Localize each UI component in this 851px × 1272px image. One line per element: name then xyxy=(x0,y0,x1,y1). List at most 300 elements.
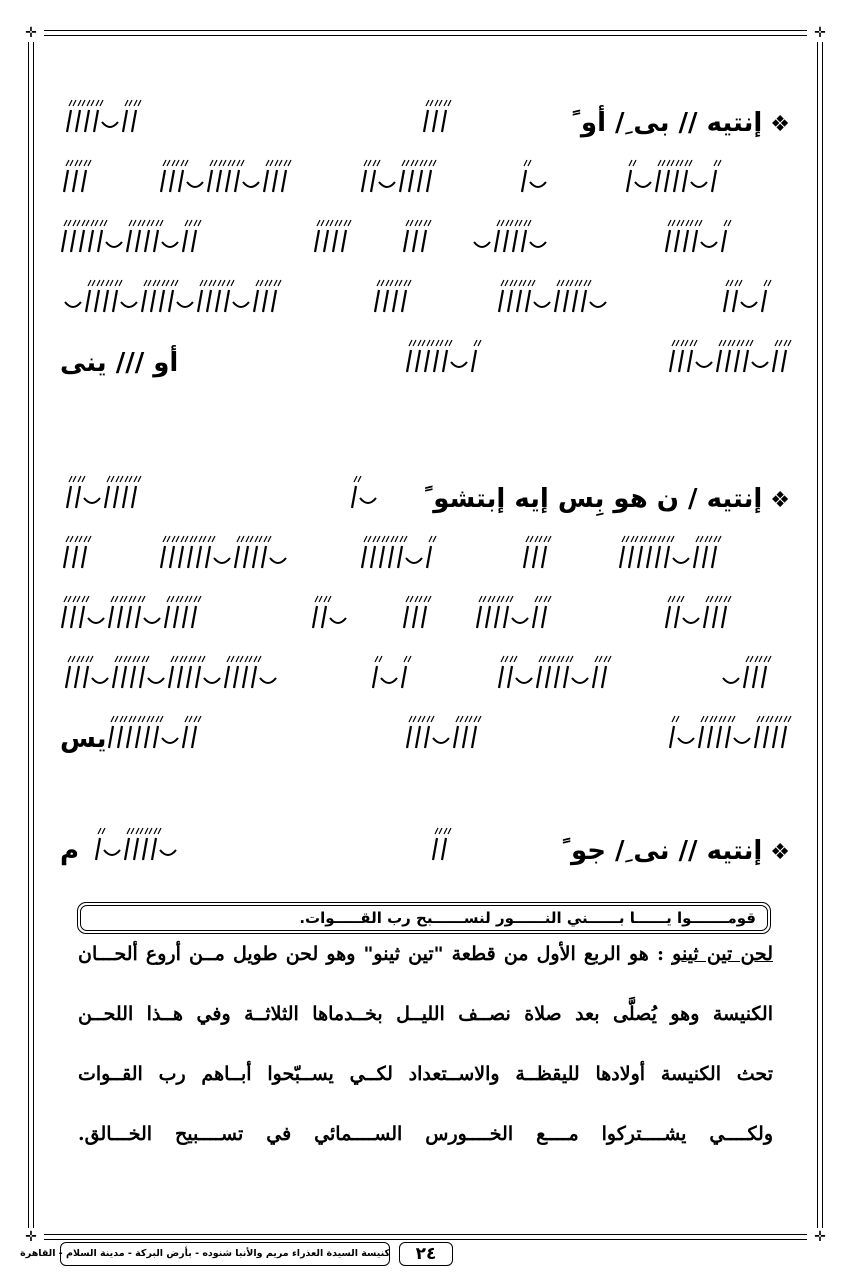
corner-icon: ✛ xyxy=(814,1229,826,1245)
melisma-group xyxy=(310,584,350,632)
melisma-stroke xyxy=(409,170,413,192)
melisma-accent xyxy=(274,280,281,286)
melisma-accent xyxy=(171,656,178,662)
melisma-group xyxy=(355,524,435,572)
melisma-stroke xyxy=(179,170,183,192)
melisma-stroke xyxy=(407,350,411,372)
verse-line-tail: أو /// ينى xyxy=(60,348,179,378)
melisma-accent xyxy=(129,596,136,602)
melisma-accent xyxy=(172,536,179,542)
melisma-swoosh xyxy=(360,498,376,503)
melisma-accent xyxy=(377,280,384,286)
melisma-stroke xyxy=(118,726,122,748)
melisma-group xyxy=(670,328,790,376)
melisma-accent xyxy=(69,100,76,106)
melisma-stroke xyxy=(127,726,131,748)
melisma-stroke xyxy=(735,350,739,372)
melisma-accent xyxy=(706,596,713,602)
verse-3-line-1 xyxy=(60,810,790,870)
melisma-stroke xyxy=(76,486,80,508)
melisma-accent xyxy=(163,160,170,166)
verse-line-tail: يس xyxy=(60,724,107,754)
melisma-accent xyxy=(535,536,542,542)
melisma-accent xyxy=(506,220,513,226)
melisma-accent xyxy=(120,716,127,722)
melisma-accent xyxy=(658,160,665,166)
melisma-stroke xyxy=(425,726,429,748)
melisma-group xyxy=(670,704,790,752)
melisma-stroke xyxy=(192,726,196,748)
melisma-stroke xyxy=(127,606,131,628)
melisma-stroke xyxy=(762,666,766,688)
melisma-accent xyxy=(382,536,389,542)
melisma-swoosh xyxy=(534,302,550,307)
melisma-accent xyxy=(435,100,442,106)
melisma-stroke xyxy=(472,726,476,748)
melisma-group xyxy=(400,584,430,632)
melisma-accent xyxy=(100,220,107,226)
melisma-stroke xyxy=(152,838,156,860)
melisma-stroke xyxy=(675,606,679,628)
melisma-stroke xyxy=(76,110,80,132)
melisma-stroke xyxy=(225,666,229,688)
melisma-stroke xyxy=(131,666,135,688)
melisma-stroke xyxy=(670,726,674,748)
melisma-stroke xyxy=(145,230,149,252)
melisma-stroke xyxy=(418,170,422,192)
melisma-accent xyxy=(167,596,174,602)
melisma-swoosh xyxy=(683,618,699,623)
melisma-accent xyxy=(735,280,742,286)
melisma-stroke xyxy=(712,170,716,192)
verse-heading: ❖إنتيه / ن هو بِس إيه إبتشو ً xyxy=(424,484,790,514)
melisma-swoosh xyxy=(84,498,100,503)
melisma-accent xyxy=(395,280,402,286)
melisma-swoosh xyxy=(572,678,588,683)
melisma-accent xyxy=(138,716,145,722)
melisma-stroke xyxy=(433,838,437,860)
melisma-accent xyxy=(519,280,526,286)
melisma-accent xyxy=(676,160,683,166)
melisma-accent xyxy=(189,656,196,662)
melisma-stroke xyxy=(629,546,633,568)
melisma-stroke xyxy=(174,606,178,628)
melisma-stroke xyxy=(424,110,428,132)
melisma-accent xyxy=(595,656,602,662)
melisma-accent xyxy=(418,340,425,346)
melisma-accent xyxy=(134,476,141,482)
melisma-stroke xyxy=(564,290,568,312)
melisma-stroke xyxy=(132,110,136,132)
melisma-stroke xyxy=(170,546,174,568)
melisma-stroke xyxy=(384,290,388,312)
melisma-stroke xyxy=(713,606,717,628)
melisma-accent xyxy=(73,220,80,226)
melisma-group xyxy=(60,268,280,316)
melisma-accent xyxy=(194,220,201,226)
melisma-accent xyxy=(427,716,434,722)
melisma-accent xyxy=(566,280,573,286)
melisma-stroke xyxy=(744,350,748,372)
frame-top-border xyxy=(44,30,807,36)
melisma-stroke xyxy=(472,350,476,372)
melisma-stroke xyxy=(413,606,417,628)
corner-icon: ✛ xyxy=(25,25,37,41)
melisma-group xyxy=(620,524,720,572)
melisma-accent xyxy=(681,340,688,346)
melisma-stroke xyxy=(602,666,606,688)
melisma-stroke xyxy=(178,666,182,688)
melisma-accent xyxy=(424,596,431,602)
melisma-accent xyxy=(724,220,731,226)
melisma-accent xyxy=(411,160,418,166)
melisma-group xyxy=(430,816,450,864)
frame-left-border xyxy=(28,42,34,1228)
melisma-accent xyxy=(406,596,413,602)
melisma-stroke xyxy=(712,546,716,568)
melisma-stroke xyxy=(169,666,173,688)
melisma-stroke xyxy=(665,546,669,568)
melisma-stroke xyxy=(216,290,220,312)
melisma-accent xyxy=(77,656,84,662)
melisma-stroke xyxy=(64,170,68,192)
melisma-stroke xyxy=(134,838,138,860)
melisma-stroke xyxy=(140,666,144,688)
melisma-accent xyxy=(185,220,192,226)
melisma-accent xyxy=(506,596,513,602)
melisma-accent xyxy=(677,220,684,226)
melisma-stroke xyxy=(71,606,75,628)
melisma-stroke xyxy=(422,230,426,252)
melisma-stroke xyxy=(733,290,737,312)
melisma-stroke xyxy=(684,230,688,252)
melisma-swoosh xyxy=(260,678,276,683)
melisma-stroke xyxy=(422,606,426,628)
melisma-accent xyxy=(667,536,674,542)
explanation-line-4: ولكــــي يشــــتركوا مــــع الخــــورس الســــمائي في تســــبيح الخـــالق. xyxy=(78,1123,773,1145)
melisma-stroke xyxy=(145,726,149,748)
melisma-stroke xyxy=(704,606,708,628)
melisma-accent xyxy=(719,716,726,722)
melisma-swoosh xyxy=(530,182,546,187)
melisma-accent xyxy=(138,596,145,602)
melisma-accent xyxy=(354,476,361,482)
melisma-accent xyxy=(82,596,89,602)
melisma-group xyxy=(370,644,410,692)
melisma-swoosh xyxy=(121,302,137,307)
melisma-stroke xyxy=(486,606,490,628)
melisma-stroke xyxy=(670,350,674,372)
melisma-accent xyxy=(557,280,564,286)
melisma-accent xyxy=(199,536,206,542)
melisma-accent xyxy=(190,536,197,542)
melisma-swoosh xyxy=(406,558,422,563)
melisma-swoosh xyxy=(678,738,694,743)
diamond-star-icon: ❖ xyxy=(770,488,790,513)
melisma-stroke xyxy=(123,110,127,132)
melisma-accent xyxy=(629,160,636,166)
melisma-stroke xyxy=(66,666,70,688)
melisma-stroke xyxy=(722,230,726,252)
corner-icon: ✛ xyxy=(25,1229,37,1245)
melisma-accent xyxy=(162,280,169,286)
melisma-stroke xyxy=(113,666,117,688)
verse-1-line-4 xyxy=(60,262,790,322)
melisma-accent xyxy=(775,716,782,722)
melisma-accent xyxy=(97,280,104,286)
melisma-group xyxy=(620,148,720,196)
melisma-stroke xyxy=(722,606,726,628)
melisma-stroke xyxy=(71,230,75,252)
melisma-stroke xyxy=(73,170,77,192)
melisma-stroke xyxy=(98,230,102,252)
melisma-swoosh xyxy=(177,302,193,307)
melisma-accent xyxy=(172,160,179,166)
explanation-line-2: الكنيسة وهو يُصلَّى بعد صلاة نصــف الليــل بخــدماها الثلاثــة وفي هــذا اللحــن xyxy=(78,1003,773,1025)
melisma-accent xyxy=(106,280,113,286)
melisma-stroke xyxy=(407,726,411,748)
melisma-accent xyxy=(766,716,773,722)
melisma-accent xyxy=(728,716,735,722)
melisma-accent xyxy=(435,828,442,834)
melisma-accent xyxy=(147,716,154,722)
melisma-stroke xyxy=(226,170,230,192)
melisma-stroke xyxy=(109,606,113,628)
melisma-accent xyxy=(115,656,122,662)
verse-heading: ❖إنتيه // نى ِ/ جو ً xyxy=(562,836,790,866)
melisma-stroke xyxy=(122,666,126,688)
melisma-accent xyxy=(427,340,434,346)
melisma-stroke xyxy=(243,666,247,688)
melisma-stroke xyxy=(113,290,117,312)
melisma-accent xyxy=(64,596,71,602)
corner-icon: ✛ xyxy=(814,25,826,41)
melisma-accent xyxy=(695,220,702,226)
melisma-accent xyxy=(715,596,722,602)
melisma-accent xyxy=(209,280,216,286)
melisma-accent xyxy=(539,656,546,662)
verse-line-tail: م xyxy=(60,836,80,866)
melisma-stroke xyxy=(517,290,521,312)
melisma-swoosh xyxy=(144,618,160,623)
melisma-stroke xyxy=(726,726,730,748)
melisma-accent xyxy=(575,280,582,286)
melisma-stroke xyxy=(143,838,147,860)
melisma-group xyxy=(60,464,140,512)
melisma-swoosh xyxy=(734,738,750,743)
melisma-stroke xyxy=(264,170,268,192)
melisma-accent xyxy=(142,656,149,662)
melisma-stroke xyxy=(647,546,651,568)
melisma-accent xyxy=(91,220,98,226)
melisma-stroke xyxy=(333,230,337,252)
melisma-group xyxy=(660,208,730,256)
melisma-accent xyxy=(658,536,665,542)
melisma-stroke xyxy=(225,290,229,312)
melisma-accent xyxy=(129,220,136,226)
melisma-accent xyxy=(402,160,409,166)
melisma-stroke xyxy=(442,838,446,860)
melisma-stroke xyxy=(620,546,624,568)
melisma-accent xyxy=(227,656,234,662)
melisma-stroke xyxy=(206,546,210,568)
hymn-title-box xyxy=(77,902,771,934)
melisma-stroke xyxy=(499,666,503,688)
melisma-accent xyxy=(66,160,73,166)
melisma-stroke xyxy=(744,666,748,688)
hymn-title-text: قومـــــــوا يــــــا بــــــني النــــــور لنســــــبح رب القـــــوات. xyxy=(299,909,756,927)
melisma-stroke xyxy=(764,726,768,748)
melisma-stroke xyxy=(273,170,277,192)
melisma-stroke xyxy=(564,666,568,688)
melisma-accent xyxy=(544,596,551,602)
melisma-accent xyxy=(176,596,183,602)
melisma-accent xyxy=(528,280,535,286)
melisma-accent xyxy=(107,476,114,482)
melisma-accent xyxy=(497,220,504,226)
melisma-swoosh xyxy=(474,242,490,247)
melisma-accent xyxy=(156,220,163,226)
melisma-stroke xyxy=(375,290,379,312)
melisma-stroke xyxy=(160,290,164,312)
melisma-group xyxy=(160,524,290,572)
melisma-stroke xyxy=(402,290,406,312)
explanation-line-1: لحن تين ثينو : هو الربع الأول من قطعة "تين ثينو" وهو لحن طويل مــن أروع ألحـــان xyxy=(78,943,773,965)
melisma-accent xyxy=(404,280,411,286)
melisma-accent xyxy=(120,596,127,602)
melisma-accent xyxy=(701,716,708,722)
melisma-stroke xyxy=(132,486,136,508)
melisma-accent xyxy=(194,596,201,602)
melisma-stroke xyxy=(254,290,258,312)
melisma-accent xyxy=(326,220,333,226)
melisma-stroke xyxy=(402,666,406,688)
melisma-accent xyxy=(185,596,192,602)
melisma-accent xyxy=(604,656,611,662)
melisma-stroke xyxy=(217,170,221,192)
melisma-accent xyxy=(69,476,76,482)
melisma-accent xyxy=(275,160,282,166)
melisma-group xyxy=(60,524,90,572)
melisma-accent xyxy=(136,828,143,834)
melisma-stroke xyxy=(136,726,140,748)
melisma-accent xyxy=(228,160,235,166)
melisma-stroke xyxy=(495,230,499,252)
melisma-swoosh xyxy=(88,618,104,623)
melisma-accent xyxy=(265,280,272,286)
melisma-stroke xyxy=(89,230,93,252)
melisma-accent xyxy=(86,656,93,662)
melisma-stroke xyxy=(533,606,537,628)
melisma-stroke xyxy=(161,170,165,192)
melisma-accent xyxy=(227,280,234,286)
melisma-accent xyxy=(246,536,253,542)
melisma-accent xyxy=(755,656,762,662)
melisma-accent xyxy=(436,340,443,346)
melisma-accent xyxy=(409,716,416,722)
melisma-accent xyxy=(75,536,82,542)
melisma-stroke xyxy=(573,290,577,312)
melisma-accent xyxy=(474,716,481,722)
melisma-stroke xyxy=(95,290,99,312)
melisma-stroke xyxy=(322,606,326,628)
melisma-accent xyxy=(111,716,118,722)
melisma-accent xyxy=(456,716,463,722)
melisma-stroke xyxy=(183,726,187,748)
verse-heading: ❖إنتيه // بى ِ/ أو ً xyxy=(572,108,790,138)
melisma-stroke xyxy=(434,350,438,372)
melisma-accent xyxy=(324,596,331,602)
melisma-group xyxy=(520,148,550,196)
melisma-accent xyxy=(746,656,753,662)
melisma-stroke xyxy=(86,290,90,312)
melisma-stroke xyxy=(187,666,191,688)
melisma-accent xyxy=(631,536,638,542)
melisma-group xyxy=(160,148,290,196)
melisma-stroke xyxy=(416,350,420,372)
melisma-accent xyxy=(144,280,151,286)
melisma-stroke xyxy=(699,726,703,748)
melisma-accent xyxy=(185,716,192,722)
verse-2-line-5 xyxy=(60,698,790,758)
melisma-stroke xyxy=(504,230,508,252)
melisma-accent xyxy=(153,280,160,286)
melisma-accent xyxy=(557,656,564,662)
melisma-stroke xyxy=(262,546,266,568)
melisma-accent xyxy=(474,340,481,346)
melisma-stroke xyxy=(717,350,721,372)
melisma-stroke xyxy=(362,170,366,192)
melisma-swoosh xyxy=(162,242,178,247)
melisma-stroke xyxy=(442,110,446,132)
melisma-stroke xyxy=(400,170,404,192)
melisma-stroke xyxy=(703,546,707,568)
melisma-accent xyxy=(622,536,629,542)
melisma-stroke xyxy=(114,486,118,508)
melisma-accent xyxy=(129,716,136,722)
diamond-star-icon: ❖ xyxy=(770,112,790,137)
melisma-accent xyxy=(524,220,531,226)
melisma-stroke xyxy=(352,486,356,508)
melisma-stroke xyxy=(404,230,408,252)
melisma-accent xyxy=(255,536,262,542)
melisma-accent xyxy=(198,656,205,662)
melisma-accent xyxy=(667,160,674,166)
melisma-group xyxy=(400,328,480,376)
melisma-accent xyxy=(266,160,273,166)
melisma-accent xyxy=(686,220,693,226)
melisma-swoosh xyxy=(104,850,120,855)
melisma-accent xyxy=(194,716,201,722)
melisma-accent xyxy=(726,280,733,286)
melisma-stroke xyxy=(82,546,86,568)
melisma-stroke xyxy=(694,546,698,568)
melisma-accent xyxy=(156,716,163,722)
melisma-accent xyxy=(245,656,252,662)
melisma-accent xyxy=(640,536,647,542)
melisma-stroke xyxy=(427,170,431,192)
melisma-accent xyxy=(84,536,91,542)
melisma-swoosh xyxy=(512,618,528,623)
melisma-stroke xyxy=(253,546,257,568)
melisma-swoosh xyxy=(162,738,178,743)
melisma-swoosh xyxy=(696,362,712,367)
melisma-group xyxy=(370,268,410,316)
melisma-stroke xyxy=(398,546,402,568)
melisma-accent xyxy=(784,340,791,346)
melisma-stroke xyxy=(679,350,683,372)
melisma-stroke xyxy=(125,838,129,860)
